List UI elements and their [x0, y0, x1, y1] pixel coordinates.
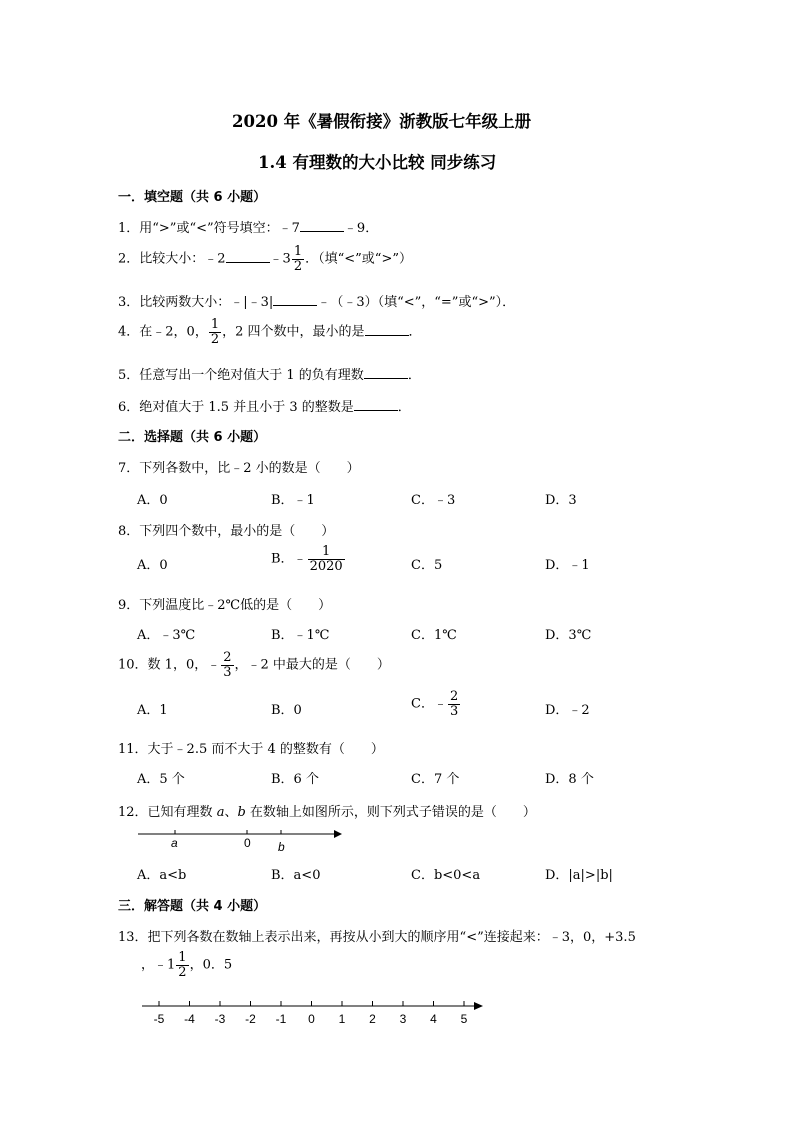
axis-tick-label: 0: [308, 1012, 315, 1026]
question-3: [118, 291, 515, 310]
denominator: 3: [223, 664, 232, 680]
separator: 、: [224, 805, 238, 820]
fraction: [448, 690, 460, 718]
question-6-text: 6．绝对值大于 1.5 并且小于 3 的整数是: [118, 400, 354, 415]
denominator: 2020: [309, 558, 343, 574]
numerator: 1: [210, 317, 220, 332]
question-3-tail: ﹣（﹣3）（填“<”，“=”或“>”）．: [317, 295, 516, 310]
answer-blank[interactable]: [226, 251, 270, 263]
axis-label: 0: [244, 836, 251, 850]
axis-label: a: [171, 836, 178, 850]
option-c-label: C．﹣: [411, 696, 447, 712]
denominator: 3: [449, 703, 459, 719]
axis-tick-label: 4: [430, 1012, 437, 1026]
question-2: [118, 245, 412, 273]
denominator: 2: [293, 258, 303, 274]
answer-blank[interactable]: [364, 367, 408, 379]
axis-arrow: [474, 1002, 483, 1010]
section-heading-answer: 三．解答题（共 4 小题）: [118, 899, 267, 914]
axis-tick-label: 2: [369, 1012, 376, 1026]
question-6-tail: ．: [397, 400, 411, 415]
question-9: 9．下列温度比﹣2℃低的是（ ）: [118, 598, 332, 613]
question-5-text: 5．任意写出一个绝对值大于 1 的负有理数: [118, 368, 364, 383]
option-d[interactable]: D．|a|>|b|: [545, 868, 613, 883]
answer-blank[interactable]: [300, 220, 344, 232]
option-c[interactable]: C．7 个: [411, 772, 460, 787]
question-10-text: 10．数 1，0，﹣: [118, 657, 221, 673]
question-12-text: 12．已知有理数: [118, 805, 217, 820]
section-heading-choice: 二．选择题（共 6 小题）: [118, 430, 267, 445]
number-line-small: [130, 824, 350, 856]
axis-tick-label: -3: [214, 1012, 226, 1026]
question-4-mid: ，2 四个数中，最小的是: [222, 324, 365, 340]
option-b[interactable]: B．﹣1℃: [271, 628, 330, 643]
question-12: [118, 801, 536, 820]
option-b[interactable]: B．6 个: [271, 772, 319, 787]
fraction: [176, 951, 188, 979]
answer-blank[interactable]: [273, 294, 317, 306]
question-1: [118, 217, 378, 236]
denominator: 2: [210, 331, 220, 347]
question-2-mid: ﹣3: [269, 251, 291, 267]
option-d[interactable]: D．﹣2: [545, 703, 590, 718]
option-d[interactable]: D．8 个: [545, 772, 594, 787]
question-4-tail: ．: [408, 324, 422, 340]
answer-blank[interactable]: [365, 324, 409, 336]
numerator: 1: [178, 950, 187, 965]
option-d[interactable]: D．3℃: [545, 628, 592, 643]
numerator: 2: [449, 689, 459, 704]
fraction: [308, 545, 345, 573]
option-a[interactable]: A．0: [137, 558, 168, 573]
axis-label: b: [278, 840, 285, 854]
question-10-tail: ，﹣2 中最大的是（ ）: [234, 657, 390, 673]
axis-arrow: [334, 830, 342, 838]
question-12-tail: 在数轴上如图所示，则下列式子错误的是（ ）: [245, 805, 536, 820]
axis-tick-label: -5: [153, 1012, 165, 1026]
option-a[interactable]: A．﹣3℃: [137, 628, 196, 643]
option-a[interactable]: A．a<b: [137, 868, 187, 883]
axis-tick-label: -2: [245, 1012, 256, 1026]
option-c[interactable]: C．b<0<a: [411, 868, 481, 883]
question-2-tail: ．（填“<”或“>”）: [305, 251, 412, 267]
number-line-large: [138, 996, 488, 1032]
numerator: 1: [293, 244, 303, 259]
option-a[interactable]: A．5 个: [137, 772, 185, 787]
question-4-text: 4．在﹣2，0，: [118, 324, 208, 340]
question-6: [118, 396, 411, 415]
numerator: 1: [321, 544, 331, 559]
option-a[interactable]: A．1: [137, 703, 168, 718]
question-1-tail: ﹣9．: [343, 221, 379, 236]
axis-tick-label: 3: [399, 1012, 407, 1026]
question-13-continued: [141, 951, 232, 979]
question-2-text: 2．比较大小：﹣2: [118, 251, 226, 267]
option-b[interactable]: B．0: [271, 703, 302, 718]
axis-tick-label: -4: [184, 1012, 195, 1026]
variable-b: b: [237, 805, 246, 820]
axis-tick-label: -1: [275, 1012, 287, 1026]
option-c[interactable]: C．1℃: [411, 628, 457, 643]
question-13: 13．把下列各数在数轴上表示出来，再按从小到大的顺序用“<”连接起来：﹣3，0，+3.5: [118, 930, 636, 945]
question-4: [118, 318, 422, 346]
question-5: [118, 364, 421, 383]
numerator: 2: [223, 650, 232, 665]
section-heading-fill: 一．填空题（共 6 小题）: [118, 190, 267, 205]
option-b[interactable]: [271, 545, 346, 573]
option-c[interactable]: [411, 690, 461, 718]
fraction: [221, 651, 233, 679]
axis-tick-label: 5: [460, 1012, 468, 1026]
fraction: [292, 245, 304, 273]
question-3-text: 3．比较两数大小：﹣|﹣3|: [118, 295, 274, 310]
option-d[interactable]: D．3: [545, 493, 577, 508]
question-10: [118, 651, 390, 679]
question-8: 8．下列四个数中，最小的是（ ）: [118, 524, 335, 539]
question-13-tail: ，0．5: [189, 957, 233, 973]
axis-tick-label: 1: [338, 1012, 346, 1026]
answer-blank[interactable]: [354, 399, 398, 411]
question-13-text: ，﹣1: [141, 957, 176, 973]
option-b[interactable]: B．﹣1: [271, 493, 315, 508]
question-1-text: 1．用“>”或“<”符号填空：﹣7: [118, 221, 300, 236]
fraction: [209, 318, 221, 346]
question-7: 7．下列各数中，比﹣2 小的数是（ ）: [118, 461, 360, 476]
variable-a: a: [216, 805, 225, 820]
option-b[interactable]: B．a<0: [271, 868, 321, 883]
question-5-tail: ．: [407, 368, 421, 383]
option-a[interactable]: A．0: [137, 493, 168, 508]
option-c[interactable]: C．﹣3: [411, 493, 456, 508]
page-title: 2020 年《暑假衔接》浙教版七年级上册: [232, 112, 532, 131]
question-11: 11．大于﹣2.5 而不大于 4 的整数有（ ）: [118, 742, 384, 757]
option-d[interactable]: D．﹣1: [545, 558, 590, 573]
denominator: 2: [178, 964, 187, 980]
page-subtitle: 1.4 有理数的大小比较 同步练习: [258, 153, 497, 172]
option-b-label: B．﹣: [271, 551, 307, 567]
option-c[interactable]: C．5: [411, 558, 443, 573]
